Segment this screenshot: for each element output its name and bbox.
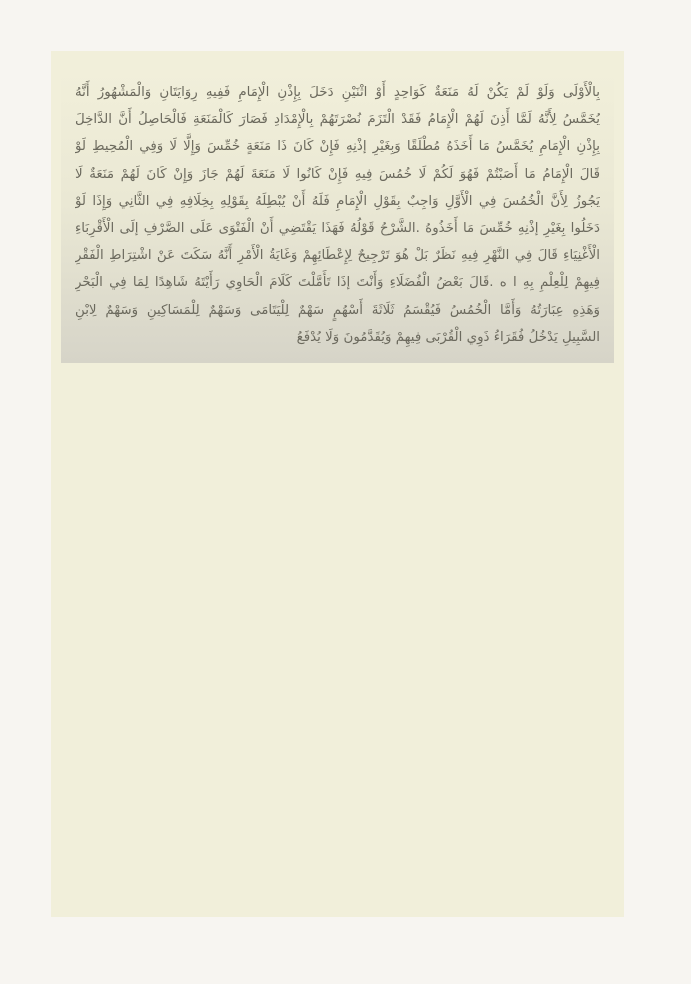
text-line-4: قَالَ الْإِمَامُ مَا أَصَبْتُمْ فَهُوَ لَكُمْ لَا خُمُسَ فِيهِ فَإِنْ كَانُوا لَا مَنَعَةَ لَهُمْ جَازَ وَإِنْ كَانَ لَهُمْ مَنَعَةٌ لَا — [75, 166, 600, 182]
text-line-2: يُخَمَّسُ لِأَنَّهُ لَمَّا أَذِنَ لَهُمْ الْإِمَامُ فَقَدْ الْتَزَمَ نُصْرَتَهُمْ بِالْإِمْدَادِ فَصَارَ كَالْمَنَعَةِ فَالْحَاصِلُ أَنَّ الدَّاخِلَ — [75, 112, 600, 128]
text-line-1: بِالْأَوْلَى وَلَوْ لَمْ يَكُنْ لَهُ مَنَعَةٌ كَوَاحِدٍ أَوْ اثْنَيْنِ دَخَلَ بِإِذْنِ الْإِمَامِ فَفِيهِ رِوَايَتَانِ وَالْمَشْهُورُ أَنَّهُ — [75, 85, 600, 100]
text-line-5: يَجُوزُ لِأَنَّ الْخُمُسَ فِي الْأَوَّلِ وَاجِبٌ بِقَوْلِ الْإِمَامِ فَلَهُ أَنْ يُبْطِلَهُ بِقَوْلِهِ بِخِلَافِهِ فِي الثَّانِي وَإِذَا لَوْ — [75, 193, 600, 209]
text-block — [61, 73, 614, 363]
document-page — [51, 51, 624, 917]
text-line-6: دَخَلُوا بِغَيْرِ إذْنِهِ خُمِّسَ مَا أَخَذُوهُ .الشَّرْحُ قَوْلُهُ فَهَذَا يَقْتَضِي أَنْ الْفَتْوَى عَلَى الصَّرْفِ إلَى الْأَقْرِبَاءِ — [75, 220, 600, 236]
text-line-10: السَّبِيلِ يَدْخُلُ فُقَرَاءُ ذَوِي الْقُرْبَى فِيهِمْ وَيُقَدَّمُونَ وَلَا يُدْفَعُ — [296, 329, 600, 345]
text-line-3: بِإِذْنِ الْإِمَامِ يُخَمَّسُ مَا أَخَذَهُ مُطْلَقًا وَبِغَيْرِ إذْنِهِ فَإِنْ كَانَ ذَا مَنَعَةٍ خُمِّسَ وَإِلَّا لَا وَفِي الْمُحِيطِ لَوْ — [75, 139, 600, 155]
text-line-9: وَهَذِهِ عِبَارَتُهُ وَأَمَّا الْخُمُسُ فَيُقْسَمُ ثَلَاثَةَ أَسْهُمٍ سَهْمٌ لِلْيَتَامَى وَسَهْمٌ لِلْمَسَاكِينِ وَسَهْمٌ لِابْنِ — [75, 302, 600, 318]
text-line-8: فِيهِمْ لِلْعِلْمِ بِهِ ا ه .قَالَ بَعْضُ الْفُضَلَاءِ وَأَنْتَ إذَا تَأَمَّلْتَ كَلَامَ الْحَاوِي رَأَيْتَهُ شَاهِدًا لِمَا فِي الْبَحْرِ — [75, 275, 600, 291]
text-line-7: الْأَغْنِيَاءِ قَالَ فِي النَّهْرِ فِيهِ نَظَرٌ بَلْ هُوَ تَرْجِيحٌ لِإِعْطَائِهِمْ وَغَايَةُ الْأَمْرِ أَنَّهُ سَكَتَ عَنْ اشْتِرَاطِ الْفَقْرِ — [75, 248, 600, 264]
